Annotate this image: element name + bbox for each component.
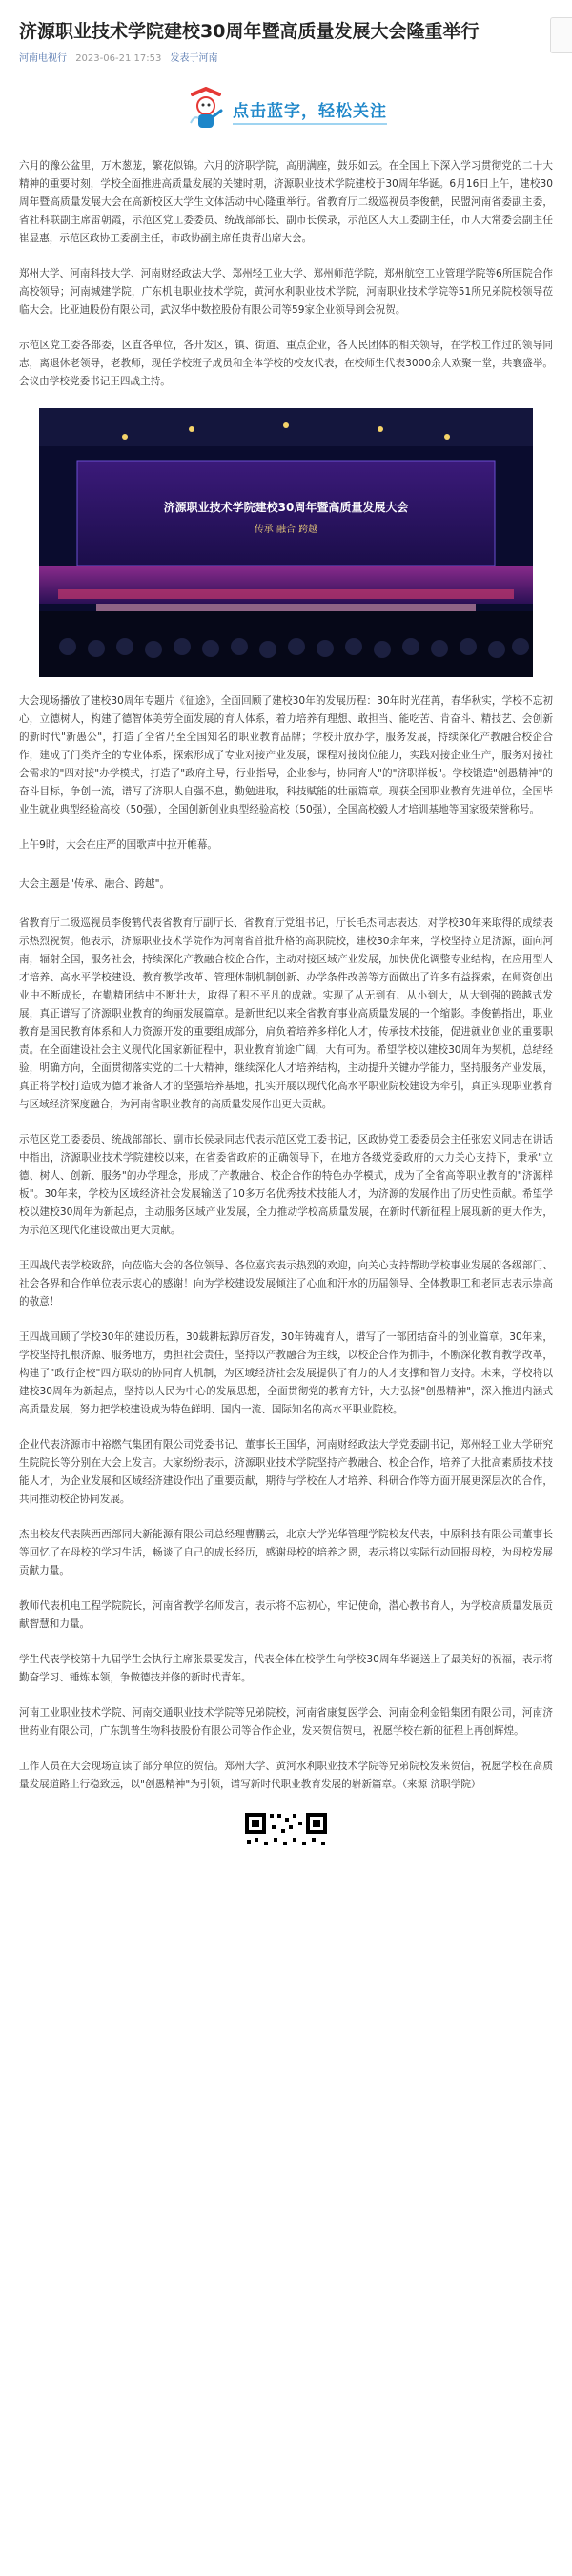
paragraph: 六月的豫公盆里，万木葱茏，繁花似锦。六月的济职学院，高朋满座，鼓乐如云。在全国上下深入学习贯彻党的二十大精神的重要时刻，学校全面推进高质量发展的关键时期，济源职业技术学院建校于30周年华诞。6月16日上午，建校30周年暨高质量发展大会在高新校区大学生文体活动中心隆重举行。省教育厅二级巡视员李俊鹤，民盟河南省委副主委，省社科联副主席雷朝霞，示范区党工委委员、统战部部长、副市长侯录，示范区人大工委副主任，市人大常委会副主任崔显惠，示范区政协工委副主任，市政协副主席任贵青出席大会。	[19, 160, 553, 244]
paragraph: 大会主题是"传承、融合、跨越"。	[19, 878, 171, 890]
banner-text: 点击蓝字，轻松关注	[233, 97, 387, 125]
paragraph: 郑州大学、河南科技大学、河南财经政法大学、郑州轻工业大学、郑州师范学院，郑州航空工业管理学院等6所国院合作高校领导；河南城建学院，广东机电职业技术学院，黄河水利职业技术学院，河南职业技术学院等51所兄弟院校领导莅临大会。比亚迪股份有限公司，武汉华中数控股份有限公司等59家企业领导到会祝贺。	[19, 268, 553, 316]
paragraph: 王四战代表学校致辞，向莅临大会的各位领导、各位嘉宾表示热烈的欢迎，向关心支持帮助学校事业发展的各级部门、社会各界和合作单位表示衷心的感谢！向为学校建设发展倾注了心血和汗水的历届领导、全体教职工和老同志表示崇高的敬意！	[19, 1260, 553, 1308]
article-date: 2023-06-21 17:53	[75, 53, 162, 64]
qr-code-icon[interactable]	[243, 1811, 329, 1849]
article-meta	[19, 50, 553, 64]
article-location: 发表于河南	[170, 53, 218, 64]
paragraph: 省教育厅二级巡视员李俊鹤代表省教育厅副厅长、省教育厅党组书记，厅长毛杰同志表达，对学校30年来取得的成绩表示热烈祝贺。他表示，济源职业技术学院作为河南省首批升格的高职院校，建校30余年来，学校坚持立足济源，面向河南，辐射全国，服务社会，持续深化产教融合校企合作，主动对接区域产业发展，加快优化调整专业结构，在应用型人才培养、高水平学校建设、教育教学改革、管理体制机制创新、办学条件改善等方面做出了许多有益探索，在师资创出业中不断成长，在勤精团结中不断壮大，取得了积不平凡的成就。实现了从无到有、从小到大，从大到强的跨越式发展，真正谱写了济源职业教育的绚丽发展篇章。是新世纪以来全省教育事业高质量发展的一个缩影。李俊鹤指出，职业教育是国民教育体系和人力资源开发的重要组成部分，肩负着培养多样化人才，传承技术技能，促进就业创业的重要职责。在全面建设社会主义现代化国家新征程中，职业教育前途广阔，大有可为。希望学校以建校30周年为契机，总结经验，明确方向，全面贯彻落实党的二十大精神，继续深化人才培养结构，主动提升关键办学能力，坚持服务产业发展，真正将学校打造成为德才兼备人才的坚强培养基地，扎实开展以现代化高水平职业院校建设为牵引，真正实现职业教育与区域经济深度融合，为河南省职业教育的高质量发展作出更大贡献。	[19, 917, 553, 1110]
paragraph: 河南工业职业技术学院、河南交通职业技术学院等兄弟院校，河南省康复医学会、河南金利金铅集团有限公司，河南济世药业有限公司，广东凯普生物科技股份有限公司等合作企业，发来贺信贺电，祝愿学校在新的征程上再创辉煌。	[19, 1707, 553, 1737]
paragraph: 杰出校友代表陕西西部同大新能源有限公司总经理曹鹏云，北京大学光华管理学院校友代表，中原科技有限公司董事长等回忆了在母校的学习生活，畅谈了自己的成长经历，感谢母校的培养之恩，表示将以实际行动回报母校，为母校发展贡献力量。	[19, 1529, 553, 1577]
paragraph: 企业代表济源市中裕燃气集团有限公司党委书记、董事长王国华，河南财经政法大学党委副书记，郑州轻工业大学研究生院院长等分别在大会上发言。大家纷纷表示，济源职业技术学院坚持产教融合、校企合作，培养了大批高素质技术技能人才，为企业发展和区域经济建设作出了重要贡献，期待与学校在人才培养、科研合作等方面开展更深层次的合作，共同推动校企协同发展。	[19, 1439, 553, 1505]
photo-screen-title: 济源职业技术学院建校30周年暨高质量发展大会	[163, 501, 409, 514]
paragraph: 大会现场播放了建校30周年专题片《征途》，全面回顾了建校30年的发展历程：30年时光荏苒，春华秋实，学校不忘初心，立德树人，构建了德智体美劳全面发展的育人体系，着力培养有理想、敢担当、能吃苦、肯奋斗、精技艺、会创新的新时代"新愚公"，打造了全省乃至全国知名的职业教育品牌；学校开放办学，服务发展，持续深化产教融合校企合作，建成了门类齐全的专业体系，探索形成了专业对接产业发展，课程对接岗位能力，实践对接企业生产，服务对接社会需求的"四对接"办学模式，打造了"政府主导，行业指导，企业参与，协同育人"的"济职样板"。学校锻造"创愚精神"的奋斗目标，争创一流，谱写了济职人自强不息，勤勉进取，科技赋能的壮丽篇章。现获全国职业教育先进单位，全国毕业生就业典型经验高校（50强），全国创新创业典型经验高校（50强），全国高校毅人才培训基地等国家级荣誉称号。	[19, 695, 553, 815]
paragraph: 示范区党工委各部委，区直各单位，各开发区，镇、街道、重点企业，各人民团体的相关领导，在学校工作过的领导同志，离退休老领导，老教师，现任学校班子成员和全体学校的校友代表，在校师生代表3000余人欢聚一堂，共襄盛举。会议由学校党委书记王四战主持。	[19, 340, 553, 387]
article-title: 济源职业技术学院建校30周年暨高质量发展大会隆重举行	[19, 21, 480, 42]
article-author[interactable]: 河南电视行	[19, 53, 67, 64]
paragraph: 示范区党工委委员、统战部部长、副市长侯录同志代表示范区党工委书记，区政协党工委委员会主任张宏义同志在讲话中指出，济源职业技术学院建校以来，在省委省政府的正确领导下，在地方各级党委政府的大力关心支持下，秉承"立德、树人、创新、服务"的办学理念，形成了产教融合、校企合作的特色办学模式，成为了全省高等职业教育的"济源样板"。30年来，学校为区域经济社会发展输送了10多万名优秀技术技能人才，为济源的发展作出了历史性贡献。希望学校以建校30周年为新起点，主动服务区域产业发展，全力推动学校高质量发展，在新时代新征程上展现新的更大作为，为示范区现代化建设做出更大贡献。	[19, 1134, 553, 1236]
follow-banner[interactable]	[19, 81, 553, 140]
ceremony-photo	[39, 408, 533, 677]
photo-screen-subtitle: 传承 融合 跨越	[254, 525, 318, 535]
paragraph: 王四战回顾了学校30年的建设历程，30载耕耘踔厉奋发，30年铸魂育人，谱写了一部团结奋斗的创业篇章。30年来，学校坚持扎根济源、服务地方，勇担社会责任，坚持以产教融合为主线，以校企合作为抓手，不断深化教育教学改革，构建了"政行企校"四方联动的协同育人机制，为区域经济社会发展提供了有力的人才支撑和智力支持。未来，学校将以建校30周年为新起点，坚持以人民为中心的发展思想，全面贯彻党的教育方针，大力弘扬"创愚精神"，深入推进内涵式高质量发展，努力把学校建设成为特色鲜明、国内一流、国际知名的高水平职业院校。	[19, 1331, 553, 1415]
paragraph: 学生代表学校第十九届学生会执行主席张景雯发言，代表全体在校学生向学校30周年华诞送上了最美好的祝福，表示将勤奋学习、锤炼本领，争做德技并修的新时代青年。	[19, 1654, 553, 1683]
paragraph: 工作人员在大会现场宣读了部分单位的贺信。郑州大学、黄河水利职业技术学院等兄弟院校发来贺信，祝愿学校在高质量发展道路上行稳致远，以"创愚精神"为引领，谱写新时代职业教育发展的崭新篇章。（来源 济职学院）	[19, 1761, 553, 1790]
paragraph: 教师代表机电工程学院院长，河南省教学名师发言，表示将不忘初心，牢记使命，潜心教书育人，为学校高质量发展贡献智慧和力量。	[19, 1600, 553, 1630]
paragraph: 上午9时，大会在庄严的国歌声中拉开帷幕。	[19, 839, 218, 851]
qr-code-wrap	[19, 1811, 553, 1849]
mascot-icon	[185, 87, 227, 134]
side-tab[interactable]	[550, 17, 572, 53]
